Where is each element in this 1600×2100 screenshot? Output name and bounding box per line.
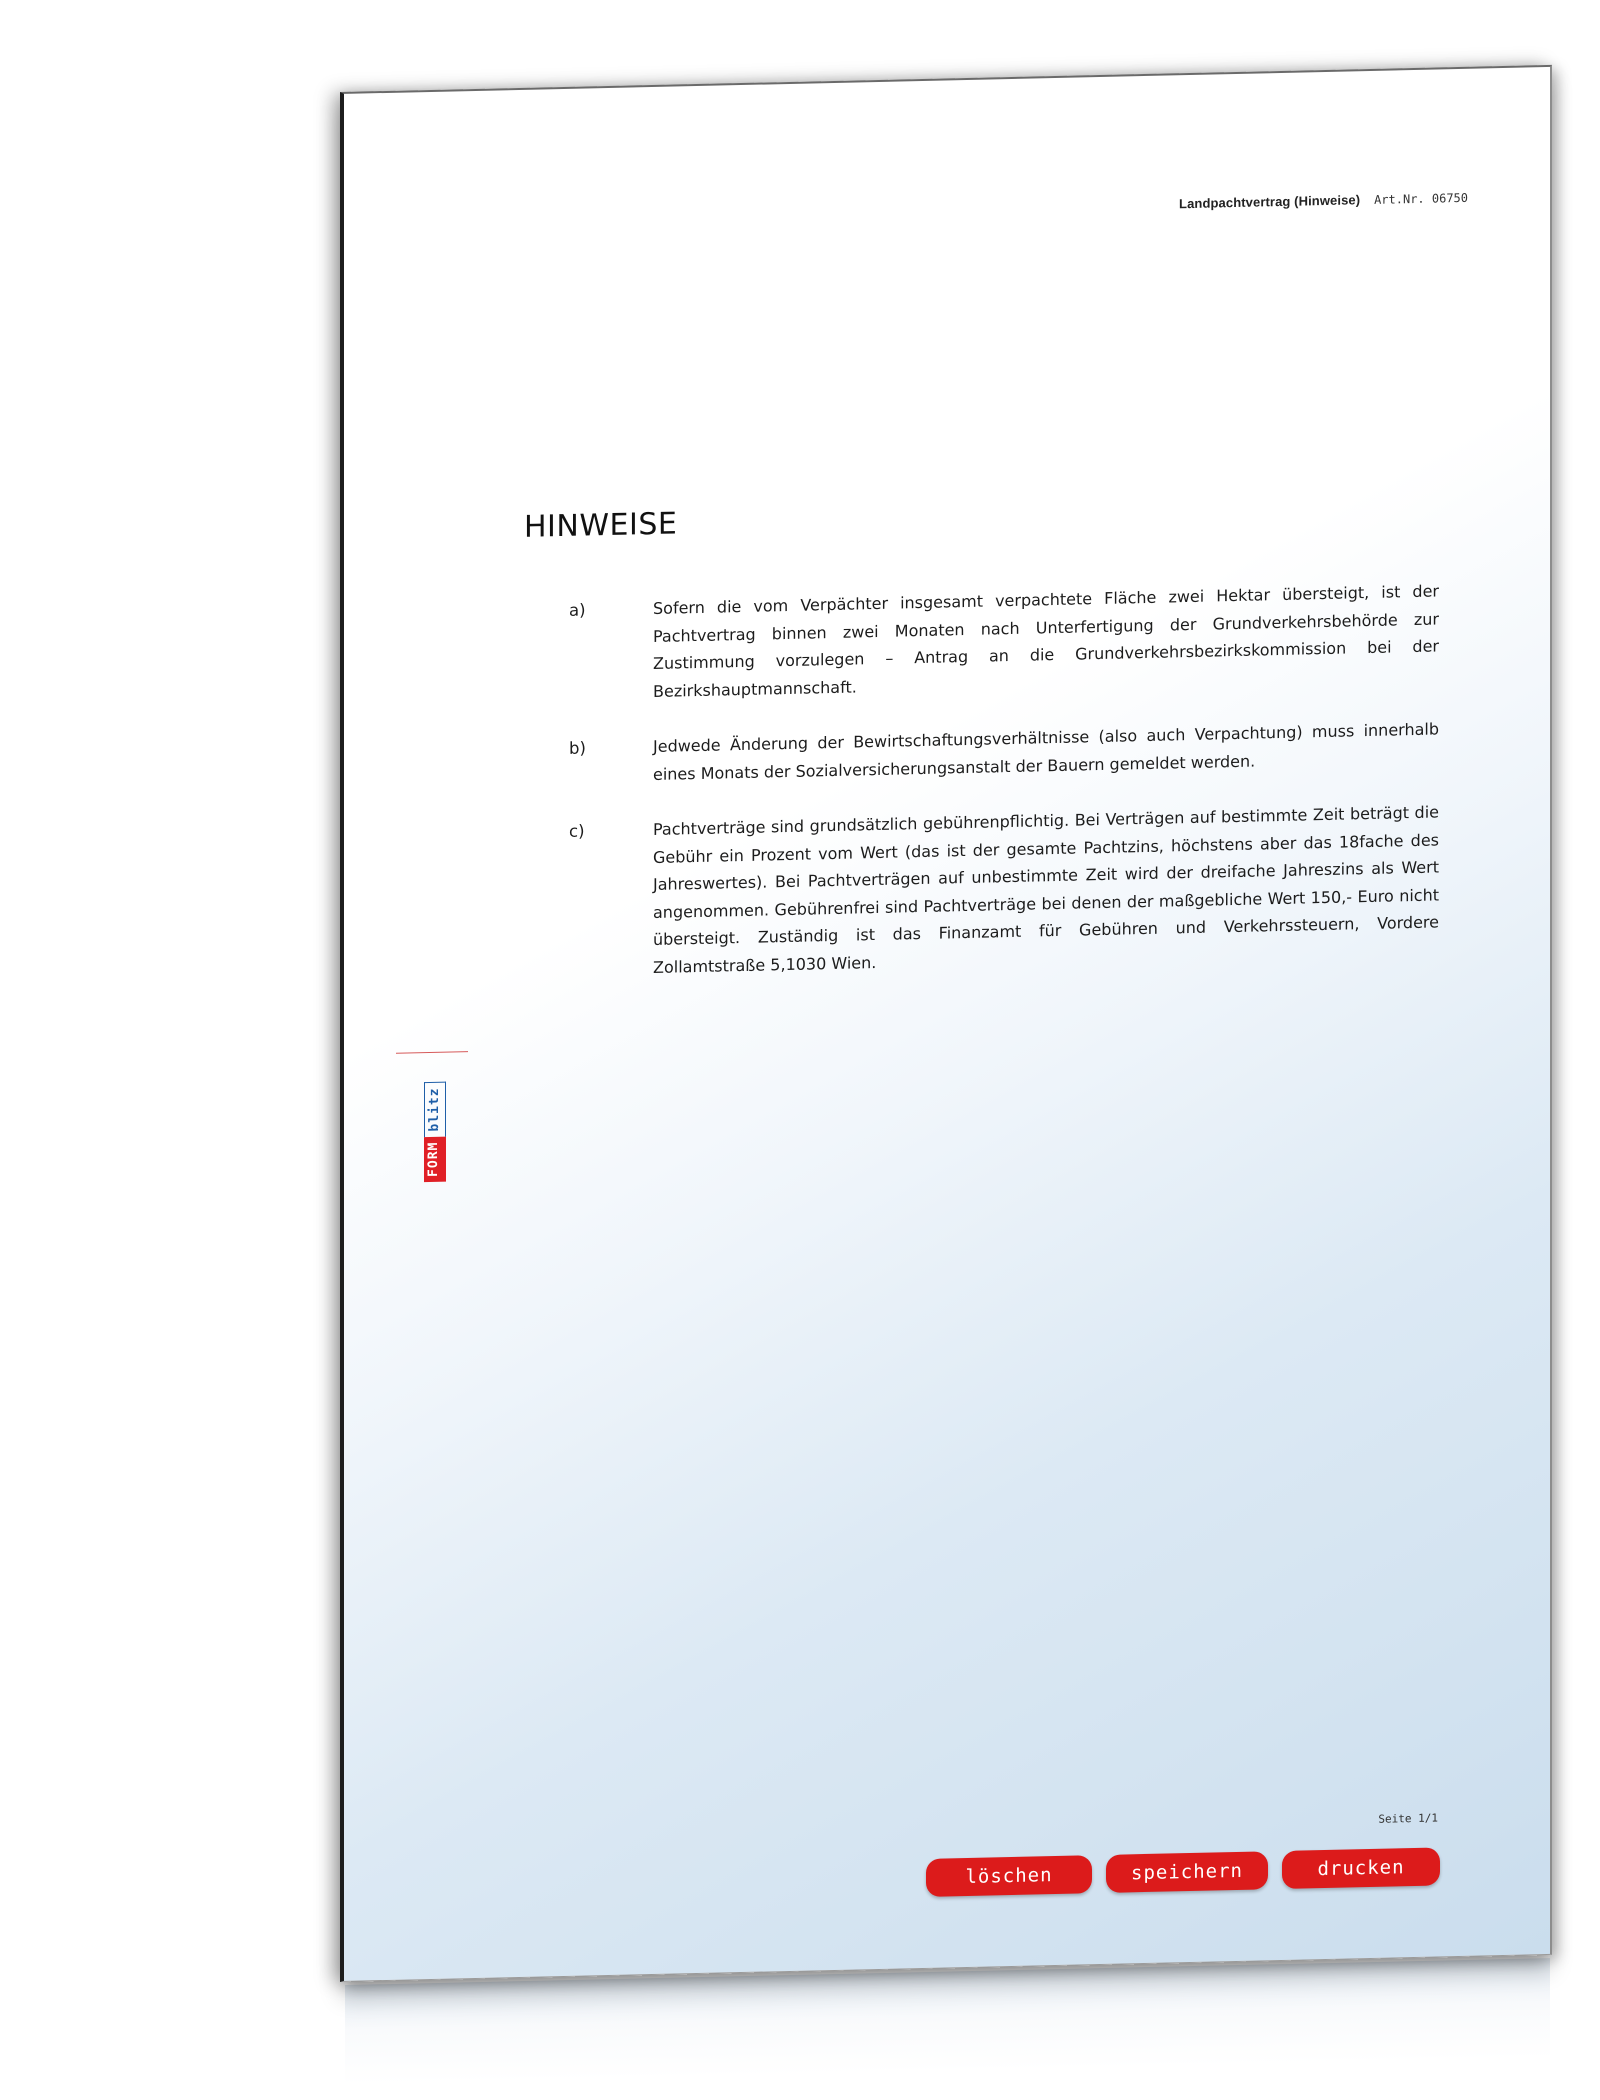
page-heading: HINWEISE — [524, 506, 678, 545]
formblitz-logo — [396, 1052, 442, 1202]
page-number: Seite 1/1 — [1378, 1811, 1438, 1826]
note-item-a — [569, 577, 1439, 706]
note-text: Sofern die vom Verpächter insgesamt verpachtete Fläche zwei Hektar übersteigt, ist der Pachtvertrag binnen zwei Monaten nach Unterfertigung der Grundverkehrsbehörde zur Zustimmung vorzulegen – Antrag an die Grundverkehrsbezirkskommission bei der Bezirkshauptmannschaft. — [653, 581, 1439, 701]
logo-form-text: FORM — [424, 1136, 446, 1182]
logo-wordmark — [424, 1052, 446, 1182]
note-item-c — [569, 798, 1439, 982]
delete-button[interactable]: löschen — [926, 1855, 1092, 1897]
save-button[interactable]: speichern — [1106, 1851, 1268, 1893]
note-marker: a) — [569, 600, 586, 620]
note-text: Pachtverträge sind grundsätzlich gebührenpflichtig. Bei Verträgen auf bestimmte Zeit beträgt die Gebühr ein Prozent vom Wert (das ist der gesamte Pachtzins, höchstens aber das 18fache des Jahreswertes). Bei Pachtverträgen auf unbestimmte Zeit wird der dreifache Jahreszins als Wert angenommen. Gebührenfrei sind Pachtverträge bei denen der maßgebliche Wert 150,- Euro nicht übersteigt. Zuständig ist das Finanzamt für Gebühren und Verkehrssteuern, Vordere Zollamtstraße 5,1030 Wien. — [653, 802, 1439, 977]
note-item-b — [569, 715, 1439, 789]
print-button[interactable]: drucken — [1282, 1847, 1440, 1889]
notes-list — [569, 577, 1439, 1010]
article-number: Art.Nr. 06750 — [1374, 190, 1468, 207]
document-title: Landpachtvertrag (Hinweise) — [1179, 192, 1361, 212]
note-text: Jedwede Änderung der Bewirtschaftungsverhältnisse (also auch Verpachtung) muss innerhalb eines Monats der Sozialversicherungsanstalt der Bauern gemeldet werden. — [653, 719, 1439, 784]
document-header — [1179, 189, 1468, 211]
action-buttons — [926, 1847, 1440, 1896]
logo-blitz-text: blitz — [424, 1081, 446, 1137]
document-page — [340, 65, 1552, 1982]
note-marker: c) — [569, 821, 585, 841]
note-marker: b) — [569, 738, 586, 758]
